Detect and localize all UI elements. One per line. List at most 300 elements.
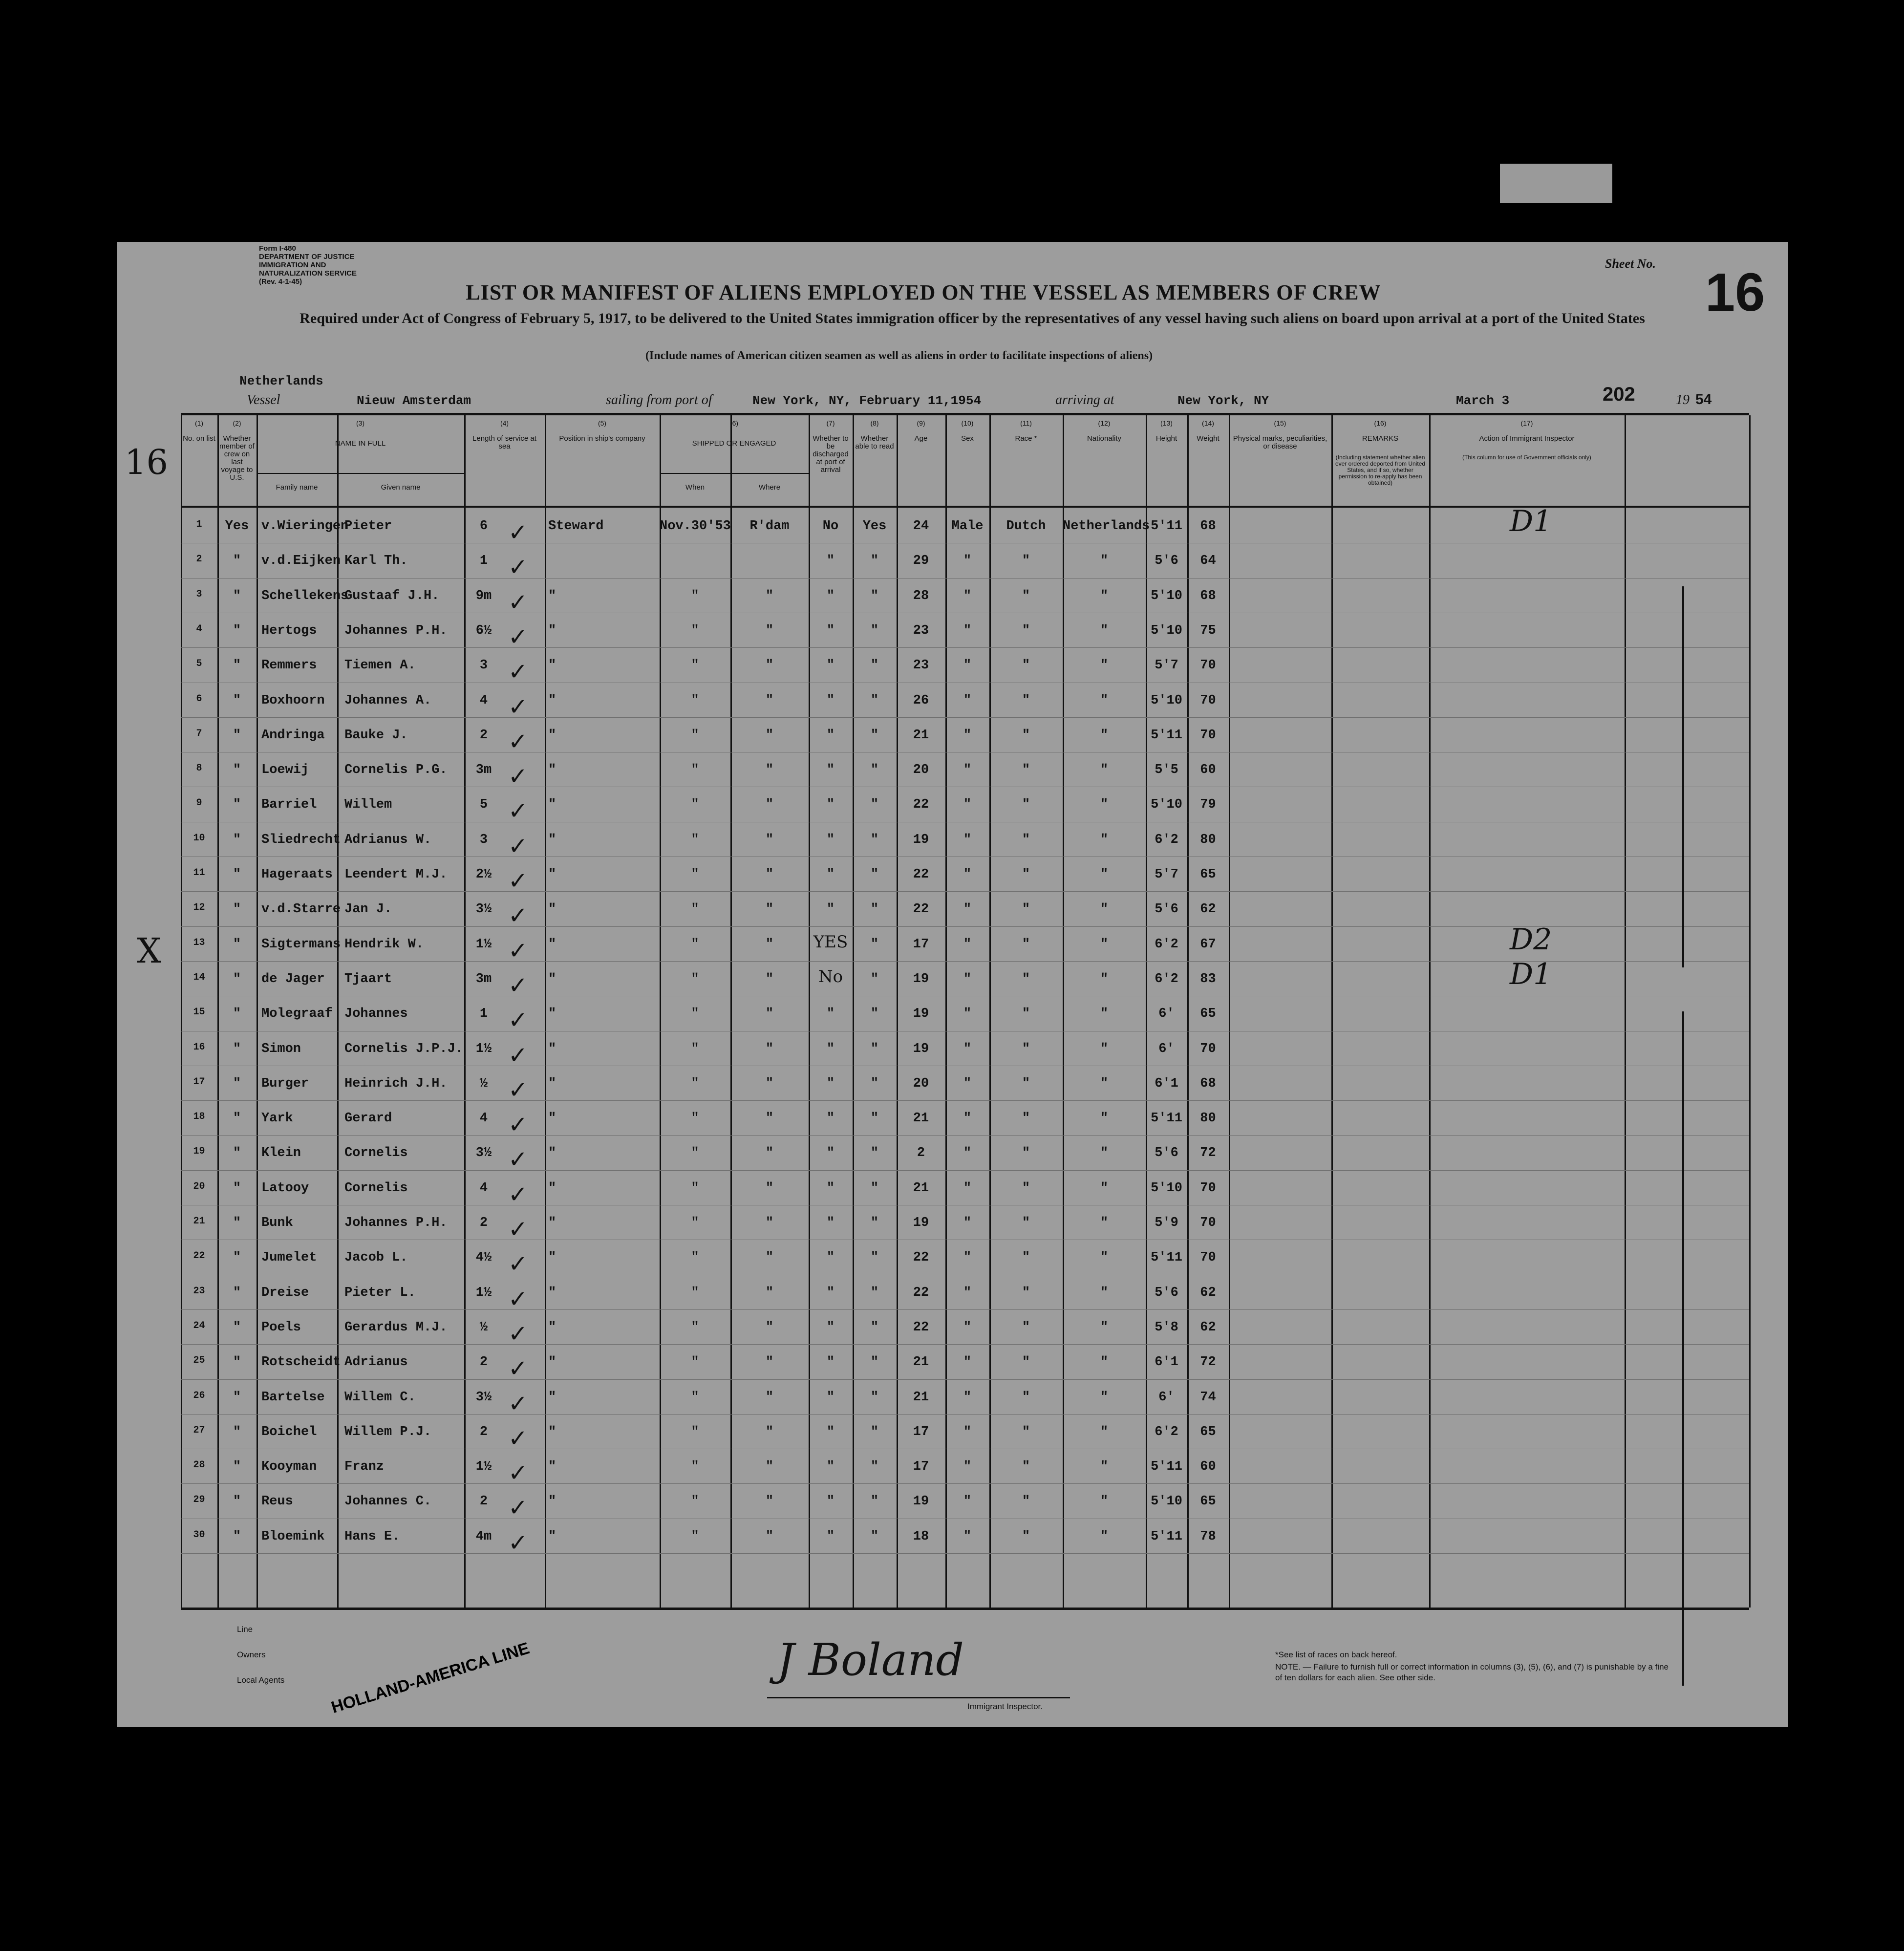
column-header: Length of service at sea [472, 434, 536, 450]
cell-service: 4 [479, 1111, 488, 1126]
cell-no: 22 [193, 1250, 205, 1262]
cell-crew: " [233, 1355, 241, 1370]
cell-read: " [870, 937, 879, 952]
row-rule [181, 891, 1749, 892]
check-mark: ✓ [508, 763, 528, 791]
check-mark: ✓ [508, 1424, 528, 1452]
cell-height: 5'10 [1151, 797, 1182, 813]
penalty-note: NOTE. — Failure to furnish full or correct information in columns (3), (5), (6), and (7) is punishable by a fine of ten dollars for each alien. See other side. [1275, 1662, 1669, 1682]
cell-discharge: " [826, 1390, 835, 1405]
table-row [181, 1449, 1749, 1487]
cell-read: " [870, 1146, 879, 1161]
cell-given: Cornelis [344, 1146, 408, 1161]
cell-height: 6' [1158, 1007, 1175, 1022]
table-row [181, 1170, 1749, 1208]
cell-position: " [548, 1146, 556, 1161]
cell-position: " [548, 1285, 556, 1300]
cell-family: Bartelse [261, 1390, 325, 1405]
cell-race: " [1022, 1076, 1030, 1091]
cell-where: " [765, 1250, 774, 1265]
cell-height: 5'10 [1151, 1180, 1182, 1196]
cell-given: Gerardus M.J. [344, 1320, 448, 1335]
check-mark: ✓ [508, 623, 528, 651]
cell-read: " [870, 971, 879, 986]
cell-crew: " [233, 1076, 241, 1091]
cell-when: " [691, 588, 699, 603]
cell-race: " [1022, 588, 1030, 603]
cell-no: 11 [193, 867, 205, 879]
cell-race: " [1022, 1529, 1030, 1544]
cell-height: 5'6 [1155, 1146, 1178, 1161]
cell-nationality: " [1100, 1459, 1109, 1475]
cell-service: 6½ [475, 623, 492, 638]
cell-when: " [691, 763, 699, 778]
cell-family: Remmers [261, 658, 317, 673]
cell-sex: " [963, 1041, 972, 1056]
column-header: No. on list [183, 434, 215, 443]
cell-given: Adrianus W. [344, 832, 432, 847]
cell-sex: Male [951, 519, 984, 534]
cell-when: " [691, 1529, 699, 1544]
cell-crew: " [233, 867, 241, 882]
cell-weight: 80 [1200, 1111, 1216, 1126]
cell-when: " [691, 693, 699, 708]
cell-weight: 60 [1200, 763, 1216, 778]
cell-age: 21 [913, 1390, 929, 1405]
cell-height: 6' [1158, 1041, 1175, 1056]
cell-nationality: " [1100, 1424, 1109, 1439]
cell-service: 2½ [475, 867, 492, 882]
cell-no: 16 [193, 1041, 205, 1053]
cell-where: " [765, 1285, 774, 1300]
cell-where: " [765, 763, 774, 778]
cell-read: " [870, 658, 879, 673]
cell-crew: " [233, 1041, 241, 1056]
cell-service: 4 [479, 1180, 488, 1196]
table-row [181, 857, 1749, 895]
column-number: (7) [826, 419, 835, 427]
cell-nationality: " [1100, 1529, 1109, 1544]
cell-position: " [548, 1494, 556, 1509]
column-number: (12) [1098, 419, 1111, 427]
column-number: (3) [356, 419, 365, 427]
cell-given: Leendert M.J. [344, 867, 448, 882]
table-row [181, 1135, 1749, 1174]
cell-no: 20 [193, 1180, 205, 1192]
cell-sex: " [963, 1285, 972, 1300]
cell-crew: " [233, 971, 241, 986]
cell-read: " [870, 693, 879, 708]
cell-race: Dutch [1006, 519, 1046, 534]
cell-discharge: " [826, 623, 835, 638]
table-row [181, 578, 1749, 616]
cell-no: 1 [196, 519, 202, 530]
table-row [181, 1275, 1749, 1313]
cell-family: Jumelet [261, 1250, 317, 1265]
cell-where: " [765, 797, 774, 813]
inspector-action: D1 [1510, 504, 1552, 538]
cell-race: " [1022, 1250, 1030, 1265]
cell-given: Johannes P.H. [344, 1216, 448, 1230]
cell-family: Hertogs [261, 623, 317, 638]
cell-weight: 80 [1200, 832, 1216, 847]
cell-height: 5'11 [1151, 519, 1182, 534]
cell-position: " [548, 832, 556, 847]
cell-when: " [691, 1390, 699, 1405]
cell-position: " [548, 658, 556, 673]
cell-race: " [1022, 728, 1030, 743]
row-rule [181, 1135, 1749, 1136]
cell-service: 4m [475, 1529, 492, 1544]
inspector-action: D1 [1510, 957, 1552, 991]
cell-service: 3½ [475, 902, 492, 917]
cell-race: " [1022, 1216, 1030, 1230]
header-subdivider [257, 473, 464, 474]
cell-height: 5'10 [1151, 693, 1182, 708]
cell-sex: " [963, 693, 972, 708]
check-mark: ✓ [508, 797, 528, 825]
cell-given: Cornelis P.G. [344, 763, 448, 778]
cell-discharge: " [826, 1424, 835, 1439]
cell-position: " [548, 971, 556, 986]
cell-nationality: " [1100, 1494, 1109, 1509]
column-header: Position in ship's company [559, 434, 645, 443]
cell-crew: Yes [225, 519, 249, 534]
cell-family: Sliedrecht [261, 832, 341, 847]
cell-weight: 68 [1200, 519, 1216, 534]
cell-discharge: " [826, 554, 835, 569]
page-title: LIST OR MANIFEST OF ALIENS EMPLOYED ON THE VESSEL AS MEMBERS OF CREW [466, 280, 1381, 304]
cell-family: de Jager [261, 971, 325, 986]
cell-race: " [1022, 867, 1030, 882]
cell-sex: " [963, 1390, 972, 1405]
cell-family: Boichel [261, 1424, 317, 1439]
cell-nationality: " [1100, 797, 1109, 813]
row-rule [181, 578, 1749, 579]
cell-no: 19 [193, 1146, 205, 1158]
table-row [181, 1100, 1749, 1139]
cell-no: 28 [193, 1459, 205, 1471]
table-row [181, 1379, 1749, 1417]
cell-discharge: " [826, 1111, 835, 1126]
cell-given: Willem P.J. [344, 1424, 432, 1439]
column-header: REMARKS [1362, 434, 1399, 443]
column-divider [337, 415, 339, 1608]
cell-crew: " [233, 728, 241, 743]
cell-age: 22 [913, 902, 929, 917]
column-divider [1749, 415, 1751, 1608]
cell-when: " [691, 971, 699, 986]
cell-when: " [691, 797, 699, 813]
cell-nationality: " [1100, 1216, 1109, 1230]
cell-race: " [1022, 623, 1030, 638]
check-mark: ✓ [508, 832, 528, 860]
cell-read: " [870, 728, 879, 743]
column-header: Physical marks, peculiarities, or disease [1233, 434, 1327, 450]
cell-sex: " [963, 902, 972, 917]
cell-race: " [1022, 1180, 1030, 1196]
cell-no: 2 [196, 554, 202, 565]
cell-no: 5 [196, 658, 202, 670]
cell-age: 24 [913, 519, 929, 534]
cell-family: Dreise [261, 1285, 309, 1300]
column-divider [1229, 415, 1230, 1608]
cell-nationality: " [1100, 554, 1109, 569]
cell-read: " [870, 1007, 879, 1022]
cell-where: " [765, 1041, 774, 1056]
cell-read: " [870, 1250, 879, 1265]
cell-race: " [1022, 1146, 1030, 1161]
check-mark: ✓ [508, 693, 528, 721]
cell-height: 5'5 [1155, 763, 1178, 778]
cell-read: " [870, 1041, 879, 1056]
column-divider [897, 415, 898, 1608]
cell-weight: 62 [1200, 902, 1216, 917]
cell-sex: " [963, 971, 972, 986]
cell-service: 2 [479, 1355, 488, 1370]
cell-where: " [765, 728, 774, 743]
cell-service: 3 [479, 658, 488, 673]
cell-when: " [691, 1076, 699, 1091]
cell-no: 24 [193, 1320, 205, 1331]
cell-sex: " [963, 554, 972, 569]
table-row [181, 647, 1749, 686]
inspector-action: D2 [1510, 922, 1552, 957]
cell-height: 5'11 [1151, 1459, 1182, 1475]
column-divider [545, 415, 546, 1608]
cell-where: " [765, 588, 774, 603]
column-number: (10) [961, 419, 974, 427]
column-header: Whether to be discharged at port of arrival [813, 434, 849, 474]
cell-nationality: " [1100, 902, 1109, 917]
vessel-label: Vessel [247, 392, 280, 407]
cell-height: 5'9 [1155, 1216, 1178, 1230]
cell-age: 19 [913, 971, 929, 986]
cell-family: Bunk [261, 1216, 293, 1230]
cell-position: " [548, 1459, 556, 1475]
cell-discharge: " [826, 1285, 835, 1300]
owners-label: Owners [237, 1650, 266, 1659]
cell-weight: 70 [1200, 693, 1216, 708]
column-number: (17) [1520, 419, 1533, 427]
cell-where: " [765, 971, 774, 986]
cell-age: 28 [913, 588, 929, 603]
cell-given: Tjaart [344, 971, 392, 986]
check-mark: ✓ [508, 971, 528, 999]
check-mark: ✓ [508, 1146, 528, 1174]
column-number: (11) [1020, 419, 1032, 427]
cell-discharge: YES [813, 932, 848, 952]
cell-where: " [765, 1111, 774, 1126]
table-row [181, 822, 1749, 860]
cell-position: " [548, 588, 556, 603]
cell-read: " [870, 1424, 879, 1439]
check-mark: ✓ [508, 658, 528, 686]
cell-no: 25 [193, 1355, 205, 1367]
cell-sex: " [963, 1146, 972, 1161]
cell-service: 5 [479, 797, 488, 813]
cell-no: 4 [196, 623, 202, 635]
cell-no: 15 [193, 1007, 205, 1018]
cell-given: Pieter L. [344, 1285, 416, 1300]
cell-sex: " [963, 1076, 972, 1091]
cell-service: 9m [475, 588, 492, 603]
cell-family: Hageraats [261, 867, 333, 882]
column-divider [217, 415, 219, 1608]
column-number: (6) [729, 419, 739, 427]
column-header: Sex [961, 434, 974, 443]
cell-where: " [765, 1076, 774, 1091]
column-number: (4) [500, 419, 509, 427]
cell-read: " [870, 832, 879, 847]
cell-crew: " [233, 902, 241, 917]
check-mark: ✓ [508, 867, 528, 895]
cell-discharge: " [826, 1459, 835, 1475]
cell-discharge: " [826, 902, 835, 917]
cell-weight: 70 [1200, 1250, 1216, 1265]
voyage-info [117, 374, 1788, 413]
cell-no: 14 [193, 971, 205, 983]
cell-height: 5'10 [1151, 623, 1182, 638]
cell-where: " [765, 1459, 774, 1475]
arriving-at: New York, NY [1177, 393, 1269, 408]
cell-service: 2 [479, 728, 488, 743]
cell-discharge: " [826, 797, 835, 813]
table-row [181, 1344, 1749, 1383]
cell-race: " [1022, 1494, 1030, 1509]
cell-position: " [548, 728, 556, 743]
cell-height: 5'11 [1151, 1111, 1182, 1126]
cell-sex: " [963, 588, 972, 603]
cell-height: 6'2 [1155, 971, 1178, 986]
cell-family: Schellekens [261, 588, 349, 603]
races-note: *See list of races on back hereof. [1275, 1650, 1397, 1659]
cell-read: " [870, 1390, 879, 1405]
arrival-date: March 3 [1456, 393, 1510, 408]
cell-discharge: " [826, 1216, 835, 1230]
cell-race: " [1022, 658, 1030, 673]
cell-position: " [548, 1424, 556, 1439]
cell-crew: " [233, 1494, 241, 1509]
flag-country: Netherlands [239, 374, 323, 388]
row-rule [181, 1100, 1749, 1101]
cell-nationality: " [1100, 867, 1109, 882]
cell-sex: " [963, 797, 972, 813]
cell-discharge: " [826, 1494, 835, 1509]
check-mark: ✓ [508, 902, 528, 930]
header-subdivider [660, 473, 809, 474]
cell-position: " [548, 797, 556, 813]
column-header: Race * [1015, 434, 1037, 443]
cell-height: 5'11 [1151, 1250, 1182, 1265]
cell-nationality: " [1100, 693, 1109, 708]
table-row [181, 1309, 1749, 1348]
cell-crew: " [233, 763, 241, 778]
column-subheader: When [685, 483, 705, 492]
column-number: (1) [194, 419, 204, 427]
cell-weight: 70 [1200, 658, 1216, 673]
form-note: (Include names of American citizen seamen as well as aliens in order to facilitate inspections of aliens) [645, 349, 1153, 362]
cell-read: " [870, 1529, 879, 1544]
cell-given: Johannes P.H. [344, 623, 448, 638]
cell-family: Klein [261, 1146, 301, 1161]
cell-discharge: " [826, 1146, 835, 1161]
sheet-number-label: Sheet No. [1605, 257, 1656, 271]
cell-sex: " [963, 1320, 972, 1335]
check-mark: ✓ [508, 519, 528, 546]
cell-given: Pieter [344, 519, 392, 534]
cell-age: 22 [913, 797, 929, 813]
cell-no: 23 [193, 1285, 205, 1297]
cell-discharge: " [826, 1250, 835, 1265]
cell-discharge: " [826, 1041, 835, 1056]
cell-weight: 62 [1200, 1320, 1216, 1335]
table-row [181, 683, 1749, 721]
cell-discharge: " [826, 1007, 835, 1022]
table-row [181, 1414, 1749, 1452]
cell-weight: 64 [1200, 554, 1216, 569]
column-divider [989, 415, 991, 1608]
table-row [181, 1205, 1749, 1243]
cell-family: Barriel [261, 797, 317, 813]
cell-race: " [1022, 1390, 1030, 1405]
check-mark: ✓ [508, 1216, 528, 1243]
cell-position: " [548, 937, 556, 952]
cell-age: 20 [913, 763, 929, 778]
cell-discharge: " [826, 588, 835, 603]
column-number: (14) [1202, 419, 1214, 427]
cell-crew: " [233, 1007, 241, 1022]
check-mark: ✓ [508, 1250, 528, 1278]
cell-read: " [870, 867, 879, 882]
cell-position: " [548, 763, 556, 778]
cell-discharge: " [826, 1320, 835, 1335]
cell-age: 22 [913, 867, 929, 882]
cell-discharge: " [826, 1076, 835, 1091]
cell-position: " [548, 1320, 556, 1335]
cell-weight: 62 [1200, 1285, 1216, 1300]
form-revision: (Rev. 4-1-45) [259, 278, 302, 286]
department: DEPARTMENT OF JUSTICE [259, 253, 355, 261]
cell-given: Bauke J. [344, 728, 408, 743]
cell-family: Rotscheidt [261, 1355, 341, 1370]
column-number: (8) [870, 419, 879, 427]
cell-race: " [1022, 693, 1030, 708]
cell-age: 21 [913, 728, 929, 743]
cell-nationality: " [1100, 658, 1109, 673]
cell-race: " [1022, 902, 1030, 917]
table-row [181, 1483, 1749, 1522]
cell-age: 21 [913, 1355, 929, 1370]
cell-read: " [870, 588, 879, 603]
cell-weight: 70 [1200, 1216, 1216, 1230]
cell-given: Heinrich J.H. [344, 1076, 448, 1091]
cell-weight: 68 [1200, 588, 1216, 603]
column-subheader: Given name [381, 483, 421, 492]
cell-crew: " [233, 1285, 241, 1300]
cell-where: " [765, 1320, 774, 1335]
column-note: (This column for use of Government officials only) [1462, 454, 1591, 461]
cell-sex: " [963, 1424, 972, 1439]
column-header: SHIPPED OR ENGAGED [692, 439, 776, 448]
column-header: Nationality [1087, 434, 1122, 443]
cell-no: 6 [196, 693, 202, 705]
cell-family: Reus [261, 1494, 293, 1509]
table-row [181, 613, 1749, 651]
cell-position: " [548, 867, 556, 882]
column-header: Weight [1197, 434, 1219, 443]
cell-service: 1½ [475, 1041, 492, 1056]
